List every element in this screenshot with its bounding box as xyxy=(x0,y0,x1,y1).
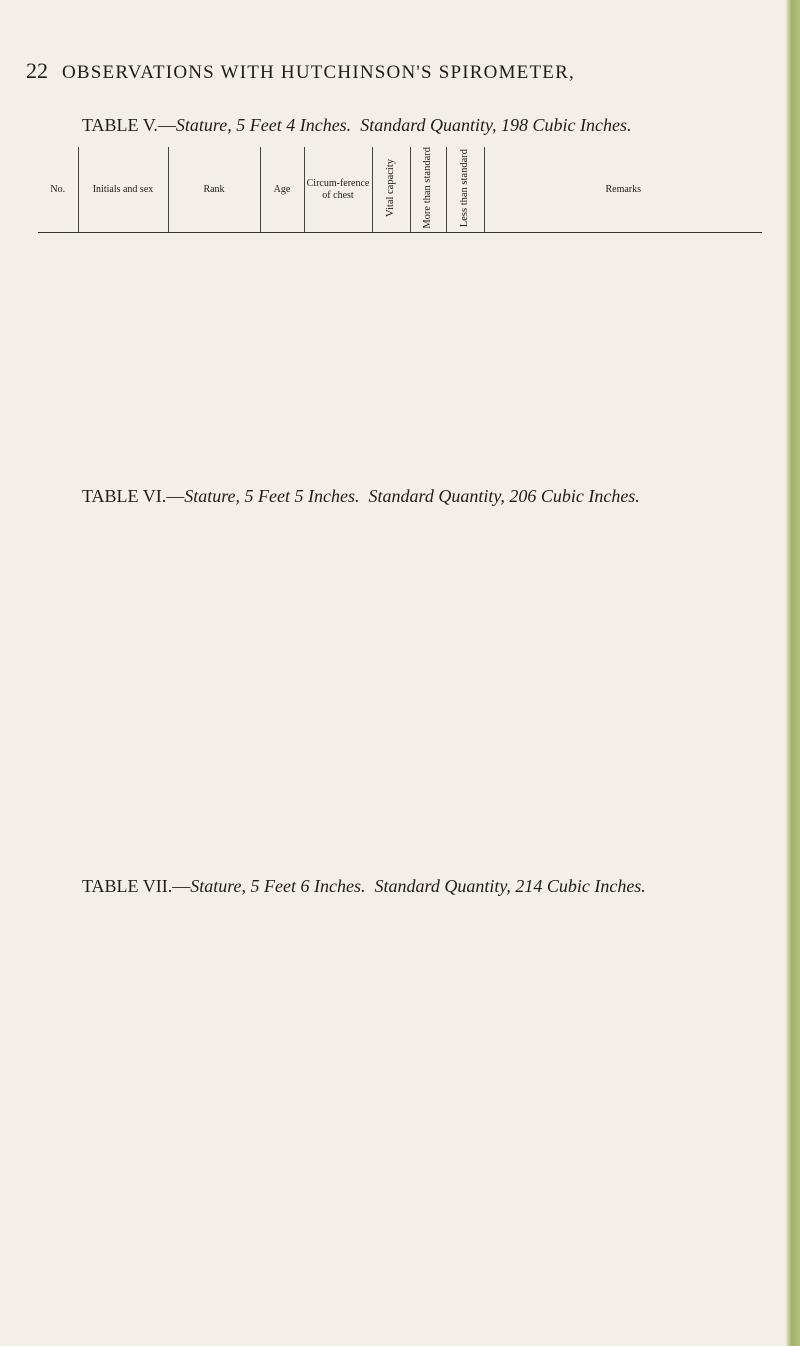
table-stature: Stature, 5 Feet 4 Inches. xyxy=(175,115,352,135)
table-label: TABLE V. xyxy=(82,115,158,135)
col-header-less-than-standard-text: Less than standard xyxy=(459,148,471,227)
table-stature: Stature, 5 Feet 5 Inches. xyxy=(184,486,360,506)
col-header-vital-capacity xyxy=(372,147,410,233)
table-standard: Standard Quantity, 206 Cubic Inches. xyxy=(368,486,640,506)
col-header-more-than-standard xyxy=(410,147,446,233)
col-header-more-than-standard-text: More than standard xyxy=(422,147,434,229)
table-label: TABLE VII. xyxy=(82,876,173,896)
table-standard: Standard Quantity, 214 Cubic Inches. xyxy=(374,876,646,896)
header-title: OBSERVATIONS WITH HUTCHINSON'S SPIROMETER, xyxy=(62,62,575,83)
table-vi-caption: TABLE VI.—Stature, 5 Feet 5 Inches. Standard Quantity, 206 Cubic Inches. xyxy=(82,486,640,506)
table-label: TABLE VI. xyxy=(82,486,167,506)
col-header-age: Age xyxy=(260,147,304,233)
table-standard: Standard Quantity, 198 Cubic Inches. xyxy=(360,115,632,135)
col-header-no: No. xyxy=(38,147,78,233)
col-header-less-than-standard xyxy=(446,147,484,233)
running-header xyxy=(26,58,575,84)
table-stature: Stature, 5 Feet 6 Inches. xyxy=(190,876,366,896)
header-row xyxy=(38,147,762,233)
col-header-vital-capacity-text: Vital capacity xyxy=(385,158,397,217)
page-edge xyxy=(786,0,800,1346)
page-number: 22 xyxy=(26,58,48,83)
table-v xyxy=(38,147,762,233)
col-header-rank: Rank xyxy=(168,147,260,233)
col-header-circumference: Circum-ference of chest xyxy=(304,147,372,233)
col-header-remarks: Remarks xyxy=(484,147,762,233)
table-v-caption: TABLE V.—Stature, 5 Feet 4 Inches. Standard Quantity, 198 Cubic Inches. xyxy=(82,115,632,135)
col-header-initials: Initials and sex xyxy=(78,147,168,233)
table-vii-caption: TABLE VII.—Stature, 5 Feet 6 Inches. Standard Quantity, 214 Cubic Inches. xyxy=(82,876,646,896)
